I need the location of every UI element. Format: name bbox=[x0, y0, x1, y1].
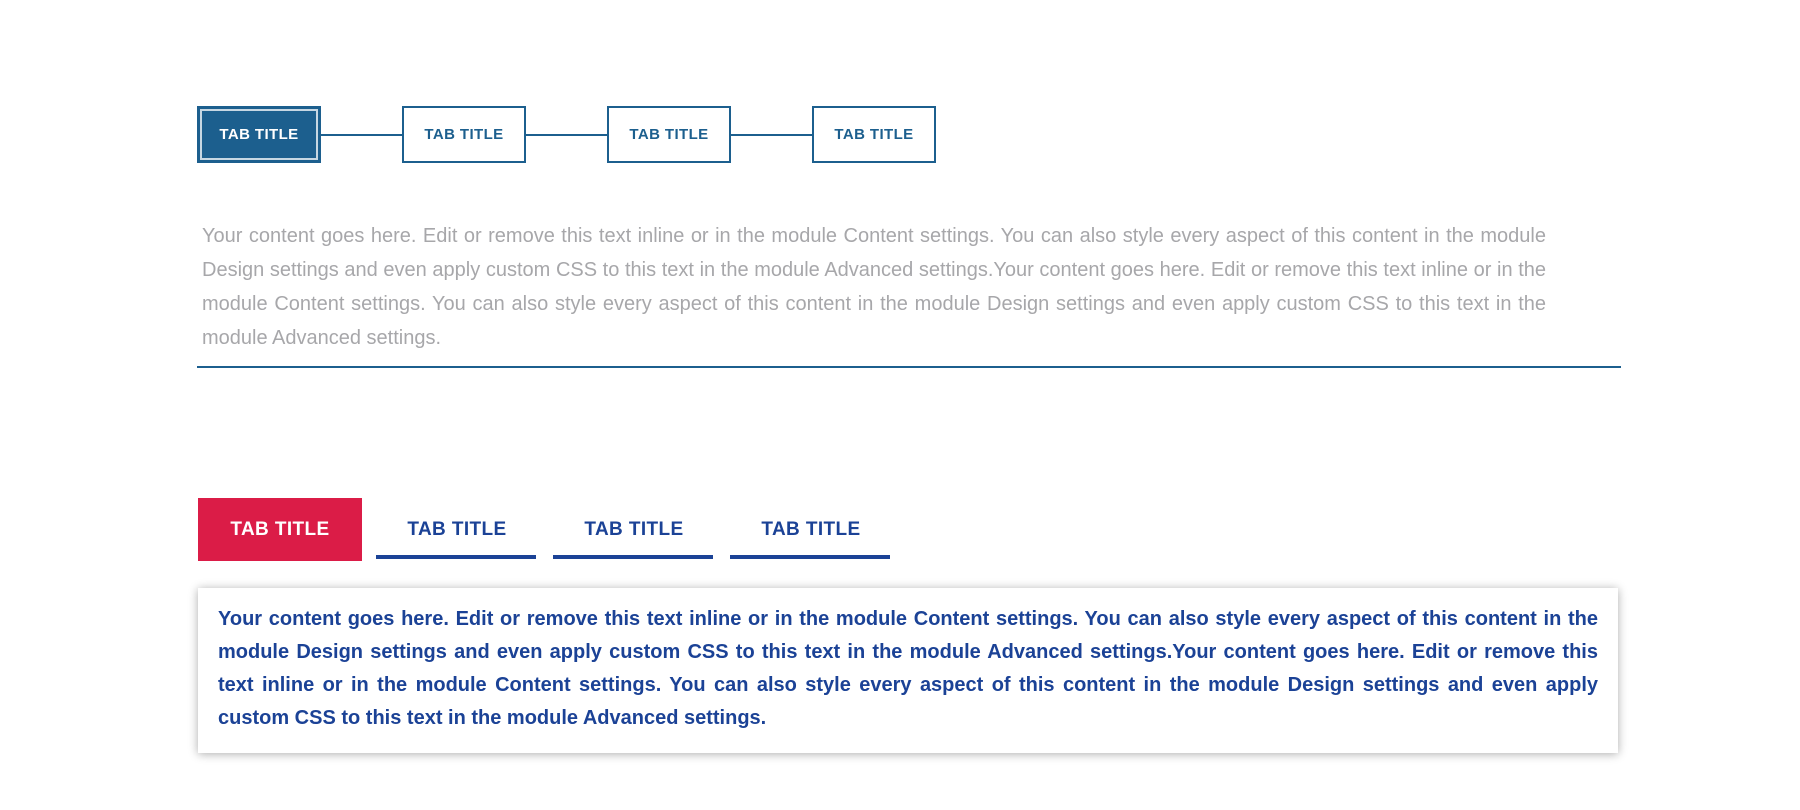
stepper-tab-content-text: Your content goes here. Edit or remove this text inline or in the module Content settings. You can also style every aspect of this content in the module Design settings and even apply custom CSS to this text in the module Advanced settings.Your content goes here. Edit or remove this text inline or in the module Content settings. You can also style every aspect of this content in the module Design settings and even apply custom CSS to this text in the module Advanced settings. bbox=[202, 225, 1546, 349]
underline-tabs-module bbox=[198, 498, 893, 561]
stepper-tab-4[interactable] bbox=[812, 106, 936, 163]
stepper-tabs-module bbox=[197, 106, 936, 163]
stepper-tab-3-label: TAB TITLE bbox=[629, 126, 709, 143]
stepper-tab-2[interactable] bbox=[402, 106, 526, 163]
stepper-tab-4-label: TAB TITLE bbox=[834, 126, 914, 143]
stepper-tab-1[interactable] bbox=[197, 106, 321, 163]
tab-connector-line bbox=[731, 134, 812, 136]
underline-tab-4[interactable] bbox=[729, 498, 893, 561]
underline-tab-3-label: TAB TITLE bbox=[584, 518, 684, 540]
underline-tab-3[interactable] bbox=[552, 498, 716, 561]
underline-tab-2-label: TAB TITLE bbox=[407, 518, 507, 540]
section-divider bbox=[197, 366, 1621, 368]
stepper-tab-2-label: TAB TITLE bbox=[424, 126, 504, 143]
underline-tab-1-label: TAB TITLE bbox=[230, 518, 330, 540]
tab-connector-line bbox=[526, 134, 607, 136]
underline-tab-1[interactable] bbox=[198, 498, 362, 561]
underline-tab-content-box bbox=[198, 588, 1618, 753]
stepper-tab-3[interactable] bbox=[607, 106, 731, 163]
underline-tab-content-text: Your content goes here. Edit or remove this text inline or in the module Content settings. You can also style every aspect of this content in the module Design settings and even apply custom CSS to this text in the module Advanced settings.Your content goes here. Edit or remove this text inline or in the module Content settings. You can also style every aspect of this content in the module Design settings and even apply custom CSS to this text in the module Advanced settings. bbox=[218, 608, 1598, 729]
stepper-tab-1-label: TAB TITLE bbox=[219, 126, 299, 143]
underline-tab-2[interactable] bbox=[375, 498, 539, 561]
tab-connector-line bbox=[321, 134, 402, 136]
underline-tab-4-label: TAB TITLE bbox=[761, 518, 861, 540]
